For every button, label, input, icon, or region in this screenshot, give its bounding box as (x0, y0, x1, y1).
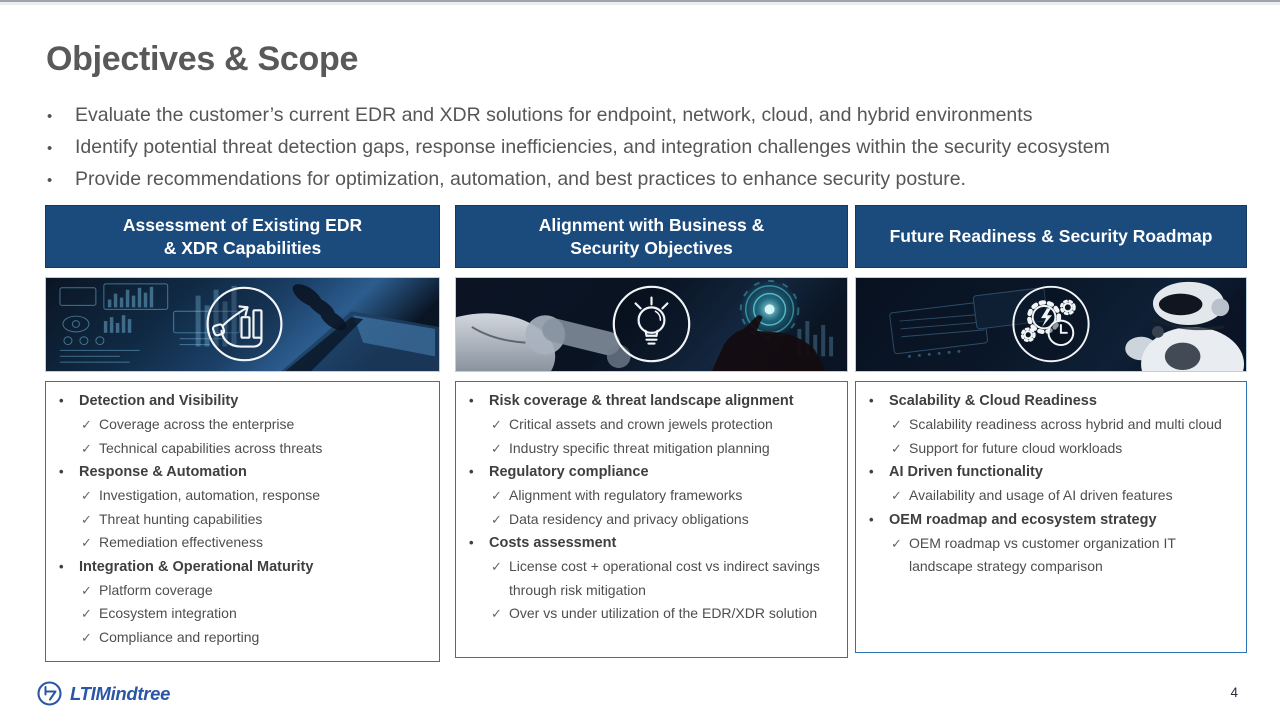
check-item (491, 602, 841, 626)
check-icon: ✓ (81, 535, 92, 550)
intro-bullet-list (47, 100, 1247, 196)
section-heading-text: Regulatory compliance (489, 464, 649, 480)
body-section (856, 460, 1240, 508)
section-heading (46, 555, 433, 579)
section-heading-text: Scalability & Cloud Readiness (889, 393, 1097, 409)
check-item (491, 508, 841, 532)
check-item (491, 437, 841, 461)
check-item (891, 413, 1240, 437)
check-item (491, 413, 841, 437)
check-item-text: Technical capabilities across threats (99, 439, 323, 456)
check-item-text: Coverage across the enterprise (99, 416, 295, 432)
check-item (81, 484, 433, 508)
check-icon: ✓ (81, 511, 92, 527)
check-item (491, 555, 841, 602)
intro-bullet (47, 100, 1247, 132)
bullet-icon: • (47, 140, 53, 157)
check-icon: ✓ (491, 559, 502, 574)
column-image-robot-hand (455, 277, 848, 372)
robot-hand-photo-graphic (456, 278, 847, 371)
check-icon: ✓ (81, 488, 92, 503)
check-item (891, 532, 1240, 579)
bullet-icon: • (469, 464, 474, 479)
check-item (81, 531, 433, 555)
check-icon: ✓ (891, 417, 902, 432)
check-icon: ✓ (81, 440, 92, 456)
check-item (891, 484, 1240, 508)
check-item-text: License cost + operational cost vs indirect savings through risk mitigation (509, 558, 820, 598)
bullet-icon: • (59, 464, 64, 479)
check-icon: ✓ (491, 417, 502, 432)
section-heading (456, 460, 841, 484)
check-item-text: Critical assets and crown jewels protection (509, 416, 773, 432)
check-icon: ✓ (81, 606, 92, 621)
white-robot-photo-graphic (856, 278, 1246, 371)
bullet-icon: • (47, 172, 53, 189)
section-heading (46, 460, 433, 484)
check-icon: ✓ (81, 629, 92, 645)
intro-bullet (47, 164, 1247, 196)
check-item-text: Ecosystem integration (99, 605, 237, 621)
check-icon: ✓ (891, 440, 902, 456)
column-header (855, 205, 1247, 268)
body-section (456, 460, 841, 531)
check-item (81, 508, 433, 532)
column-header-line: & XDR Capabilities (163, 237, 322, 258)
bullet-icon: • (469, 393, 474, 408)
column-assessment (45, 205, 440, 662)
check-item (81, 413, 433, 437)
section-heading (856, 389, 1240, 413)
bullet-icon: • (869, 511, 874, 527)
company-logo-text: LTIMindtree (70, 682, 171, 704)
check-item-text: Platform coverage (99, 581, 213, 598)
check-icon: ✓ (491, 440, 502, 456)
page-title: Objectives & Scope (46, 40, 359, 78)
intro-bullet-text: Identify potential threat detection gaps, response inefficiencies, and integration challenges within the security ecosystem (75, 136, 1110, 158)
check-icon: ✓ (491, 488, 502, 503)
column-header-line: Assessment of Existing EDR (122, 214, 363, 235)
bullet-icon: • (869, 464, 874, 479)
column-alignment (455, 205, 848, 658)
section-heading-text: Costs assessment (489, 535, 617, 551)
column-header (45, 205, 440, 268)
body-section (46, 460, 433, 555)
lt-logo-icon (36, 680, 63, 707)
intro-bullet (47, 132, 1247, 164)
body-section (456, 531, 841, 626)
column-image-dashboard (45, 277, 440, 372)
check-item-text: Remediation effectiveness (99, 534, 263, 550)
bullet-icon: • (469, 535, 474, 550)
bullet-icon: • (59, 558, 64, 574)
section-heading (456, 531, 841, 555)
check-item (81, 626, 433, 650)
lightbulb-icon (614, 287, 689, 361)
section-heading (856, 508, 1240, 532)
check-icon: ✓ (81, 417, 92, 432)
column-image-robot (855, 277, 1247, 372)
check-item-text: Availability and usage of AI driven features (909, 487, 1173, 503)
check-icon: ✓ (491, 511, 502, 527)
column-body (455, 381, 848, 658)
check-item (81, 579, 433, 603)
section-heading-text: Risk coverage & threat landscape alignment (489, 393, 794, 409)
section-heading (456, 389, 841, 413)
check-item-text: Alignment with regulatory frameworks (509, 487, 743, 503)
check-item (81, 437, 433, 461)
check-item-text: Threat hunting capabilities (99, 510, 263, 527)
body-section (856, 389, 1240, 460)
bullet-icon: • (869, 393, 874, 408)
check-item-text: Compliance and reporting (99, 628, 260, 645)
body-section (46, 389, 433, 460)
growth-chart-in-hand-icon (208, 288, 282, 360)
page-number: 4 (1230, 685, 1238, 700)
check-item (891, 437, 1240, 461)
section-heading-text: AI Driven functionality (889, 464, 1043, 480)
check-item-text: OEM roadmap vs customer organization IT landscape strategy comparison (909, 534, 1176, 574)
body-section (456, 389, 841, 460)
column-header-line: Alignment with Business & (538, 214, 765, 235)
bullet-icon: • (47, 108, 53, 125)
gears-clock-icon (1013, 287, 1088, 361)
intro-bullet-text: Provide recommendations for optimization, automation, and best practices to enhance security posture. (75, 168, 966, 190)
section-heading (856, 460, 1240, 484)
check-icon: ✓ (81, 582, 92, 598)
column-header-line: Future Readiness & Security Roadmap (889, 226, 1213, 246)
check-icon: ✓ (491, 606, 502, 621)
check-item-text: Data residency and privacy obligations (509, 510, 749, 527)
section-heading-text: Detection and Visibility (79, 393, 239, 409)
dashboard-photo-graphic (46, 278, 439, 371)
three-column-layout (0, 205, 1280, 665)
check-icon: ✓ (891, 488, 902, 503)
column-body (45, 381, 440, 662)
check-item (491, 484, 841, 508)
check-item (81, 602, 433, 626)
column-body (855, 381, 1247, 653)
section-heading-text: OEM roadmap and ecosystem strategy (889, 511, 1157, 528)
section-heading (46, 389, 433, 413)
check-item-text: Investigation, automation, response (99, 487, 321, 503)
window-edge-strip (0, 0, 1280, 5)
intro-bullet-text: Evaluate the customer’s current EDR and XDR solutions for endpoint, network, cloud, and hybrid environments (75, 104, 1033, 126)
column-future-readiness (855, 205, 1247, 653)
check-item-text: Over vs under utilization of the EDR/XDR solution (509, 605, 818, 621)
section-heading-text: Integration & Operational Maturity (79, 558, 314, 575)
column-header (455, 205, 848, 268)
check-item-text: Support for future cloud workloads (909, 439, 1123, 456)
column-header-line: Security Objectives (570, 237, 733, 258)
check-icon: ✓ (891, 535, 902, 551)
company-logo (36, 680, 170, 707)
body-section (46, 555, 433, 650)
body-section (856, 508, 1240, 579)
check-item-text: Industry specific threat mitigation planning (509, 439, 770, 456)
check-item-text: Scalability readiness across hybrid and multi cloud (909, 416, 1222, 432)
section-heading-text: Response & Automation (79, 464, 247, 480)
bullet-icon: • (59, 393, 64, 408)
